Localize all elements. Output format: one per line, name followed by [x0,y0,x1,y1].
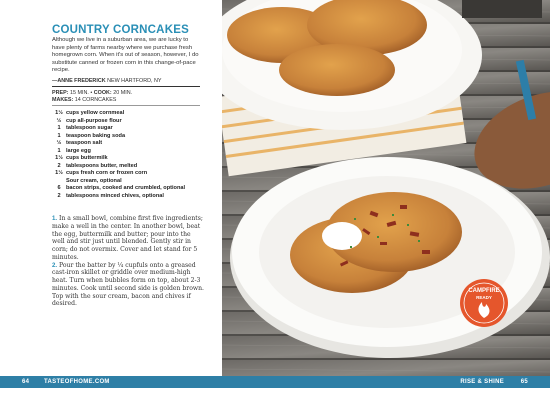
ingredient-item [52,163,212,171]
ingredient-item [52,193,212,201]
cook-label: COOK: [93,90,112,96]
ingredient-text: cup all-purpose flour [66,117,122,124]
step-number: 1. [52,215,58,222]
ingredient-item [52,125,212,133]
ingredient-text: large egg [66,147,91,154]
ingredient-qty: 1 [57,125,61,132]
ingredient-qty: ½ [56,117,62,124]
prep-value: 15 MIN. [69,90,89,96]
recipe-intro: Although we live in a suburban area, we are lucky to have plenty of farms nearby where we purchase fresh homegrown corn. When it's out of season, however, I do substitute canned or frozen corn in this change-of-pace recipe. [52,37,199,74]
ingredient-qty [52,178,66,186]
ingredient-qty: 6 [57,185,61,192]
ingredient-text: cups yellow cornmeal [66,110,125,116]
footer-url: TASTEOFHOME.COM [44,378,110,385]
step-number: 2. [52,261,58,269]
ingredient-item [52,170,212,178]
divider [52,86,200,87]
ingredient-item [52,185,212,193]
ingredient-text: Sour cream, optional [66,177,122,184]
step-text: In a small bowl, combine first five ingredients; make a well in the center. In another bowl, beat the egg, buttermilk and butter; pour into the well and stir just until blended. Gently stir in corn; do not overmix. Cover and let stand for 5 minutes. [52,215,203,261]
recipe-meta: PREP: 15 MIN. • COOK: 20 MIN. MAKES: 14 CORNCAKES [52,90,133,103]
prep-label: PREP: [52,90,69,96]
ingredient-item [52,118,212,126]
corncakes-photo [222,0,550,376]
recipe-steps [52,215,204,308]
step [52,262,204,309]
badge-line1: CAMPFIRE [468,288,500,294]
bowl [462,0,542,18]
makes-value: 14 CORNCAKES [74,96,117,103]
ingredient-text: teaspoon salt [66,140,103,147]
ingredient-text: tablespoons minced chives, optional [66,193,164,200]
ingredient-qty: 1 [57,147,61,154]
ingredient-text: tablespoon sugar [66,125,113,132]
badge-line2: READY [476,295,492,300]
ingredient-qty: 2 [57,162,61,169]
food-photo [222,0,550,376]
section-name: RISE & SHINE [460,378,504,385]
ingredient-text: cups fresh corn or frozen corn [66,170,148,177]
ingredient-qty: 2 [57,193,61,200]
top-corncake [279,44,395,96]
divider-thin [52,105,200,106]
ingredient-text: tablespoons butter, melted [66,162,138,169]
ingredient-text: bacon strips, cooked and crumbled, optional [66,185,186,192]
ingredient-item [52,140,212,148]
left-page-number: 64 [22,378,30,385]
author-place: NEW HARTFORD, NY [107,78,162,84]
ingredient-qty: 1½ [55,170,63,177]
makes-label: MAKES: [52,96,74,103]
ingredient-list [52,110,212,201]
ingredient-qty: ½ [56,140,62,147]
step-text: Pour the batter by ¼ cupfuls onto a greased cast-iron skillet or griddle over medium-high heat. Turn when bubbles form on top, about 2-3 minutes. Cook until second side is golden brown. Top with the sour cream, bacon and chives if desired. [52,261,204,308]
campfire-ready-badge [460,279,508,327]
right-page-number: 65 [520,378,528,385]
ingredient-qty: 1½ [55,110,63,116]
ingredient-item [52,155,212,163]
sour-cream [322,222,362,250]
page-footer [0,376,550,388]
step [52,215,204,262]
recipe-title: COUNTRY CORNCAKES [52,24,189,36]
ingredient-qty: 1½ [55,155,63,162]
ingredient-text: cups buttermilk [66,155,108,162]
ingredient-item [52,133,212,141]
ingredient-item [52,110,212,118]
author-name: —ANNE FREDERICK [52,78,106,84]
left-page [0,0,222,376]
ingredient-text: teaspoon baking soda [66,132,126,139]
ingredient-item [52,178,212,186]
ingredient-item [52,148,212,156]
recipe-byline [52,78,202,84]
cook-value: 20 MIN. [113,90,133,96]
ingredient-qty: 1 [57,132,61,139]
